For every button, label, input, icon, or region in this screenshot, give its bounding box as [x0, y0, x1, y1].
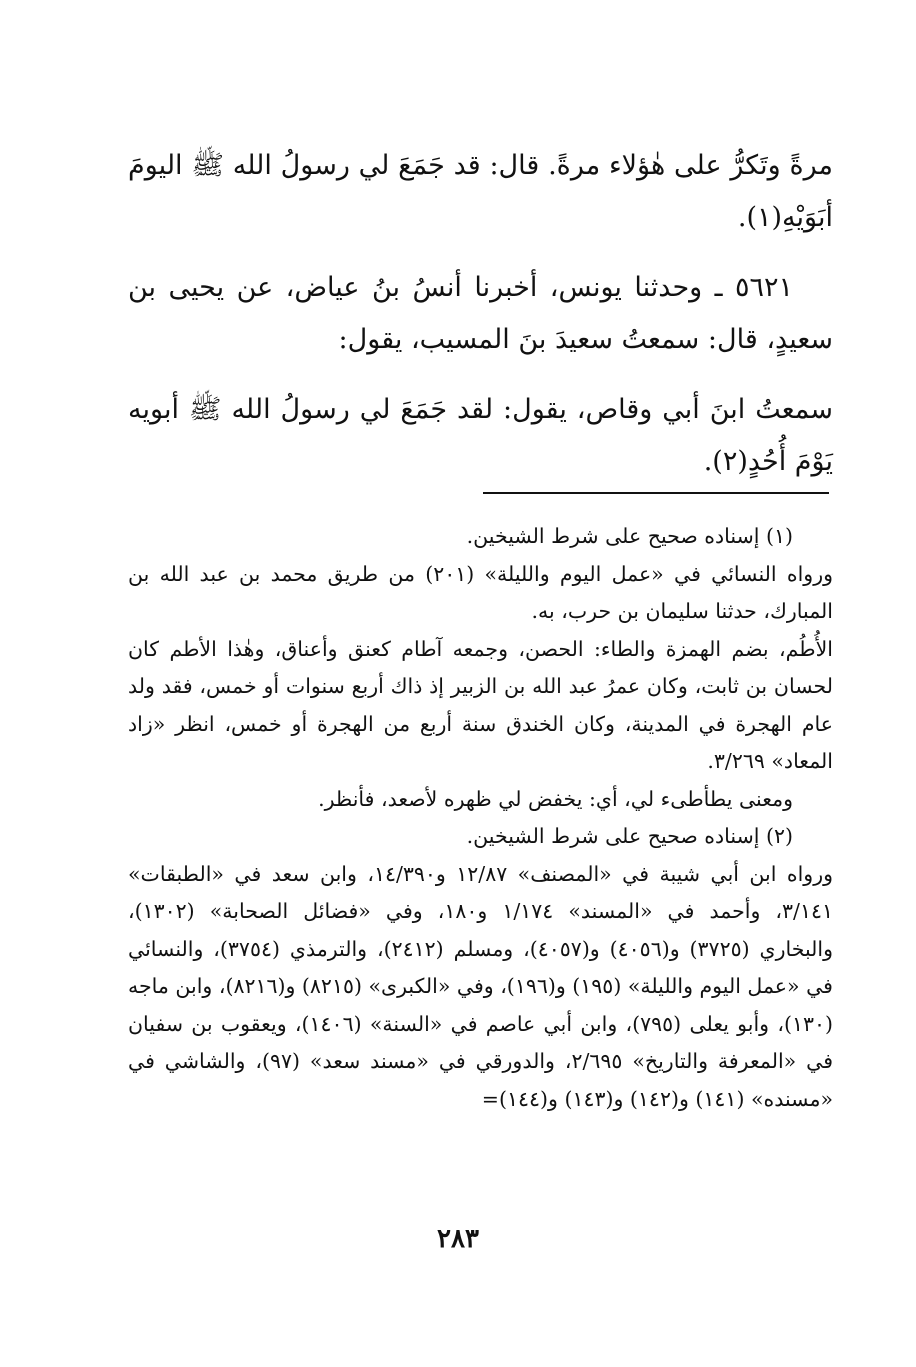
main-text [128, 140, 833, 506]
hadith-paragraph-2: ٥٦٢١ ـ وحدثنا يونس، أخبرنا أنسُ بنُ عياض، عن يحيى بن سعيدٍ، قال: سمعتُ سعيدَ بنَ المسيب، يقول: [128, 272, 833, 355]
hadith-paragraph-3: سمعتُ ابنَ أبي وقاص، يقول: لقد جَمَعَ لي رسولُ الله ﷺ أبويه يَوْمَ أُحُدٍ(٢). [128, 394, 833, 477]
page-number: ٢٨٣ [437, 1224, 479, 1254]
footnote-separator [483, 492, 829, 494]
footnote-1-paragraph: الأُطُم، بضم الهمزة والطاء: الحصن، وجمعه آطام كعنق وأعناق، وهٰذا الأطم كان لحسان بن ثابت، وكان عمرُ عبد الله بن الزبير إذ ذاك أربع سنوات أو خمس، فقد ولد عام الهجرة في المدينة، وكان الخندق سنة أربع من الهجرة أو خمس، انظر «زاد المعاد» ٣/٢٦٩. [128, 636, 833, 773]
footnote-1-heading: (١) إسناده صحيح على شرط الشيخين. [466, 524, 793, 548]
footnotes [128, 518, 833, 1118]
footnote-2-paragraph: ورواه ابن أبي شيبة في «المصنف» ١٢/٨٧ و١٤/٣٩٠، وابن سعد في «الطبقات» ٣/١٤١، وأحمد في «المسند» ١/١٧٤ و١٨٠، وفي «فضائل الصحابة» (١٣٠٢)، والبخاري (٣٧٢٥) و(٤٠٥٦) و(٤٠٥٧)، ومسلم (٢٤١٢)، والترمذي (٣٧٥٤)، والنسائي في «عمل اليوم والليلة» (١٩٥) و(١٩٦)، وفي «الكبرى» (٨٢١٥) و(٨٢١٦)، وابن ماجه (١٣٠)، وأبو يعلى (٧٩٥)، وابن أبي عاصم في «السنة» (١٤٠٦)، ويعقوب بن سفيان في «المعرفة والتاريخ» ٢/٦٩٥، والدورقي في «مسند سعد» (٩٧)، والشاشي في «مسنده» (١٤١) و(١٤٢) و(١٤٣) و(١٤٤)= [128, 861, 834, 1111]
footnote-1-paragraph: ورواه النسائي في «عمل اليوم والليلة» (٢٠١) من طريق محمد بن عبد الله بن المبارك، حدثنا سليمان بن حرب، به. [128, 561, 833, 623]
footnote-1-paragraph: ومعنى يطأطىء لي، أي: يخفض لي ظهره لأصعد، فأنظر. [318, 786, 793, 811]
footnote-2-heading: (٢) إسناده صحيح على شرط الشيخين. [466, 824, 793, 848]
hadith-paragraph-1: مرةً وتَكرُّ على هٰؤلاء مرةً. قال: قد جَمَعَ لي رسولُ الله ﷺ اليومَ أبَوَيْهِ(١). [128, 150, 833, 233]
